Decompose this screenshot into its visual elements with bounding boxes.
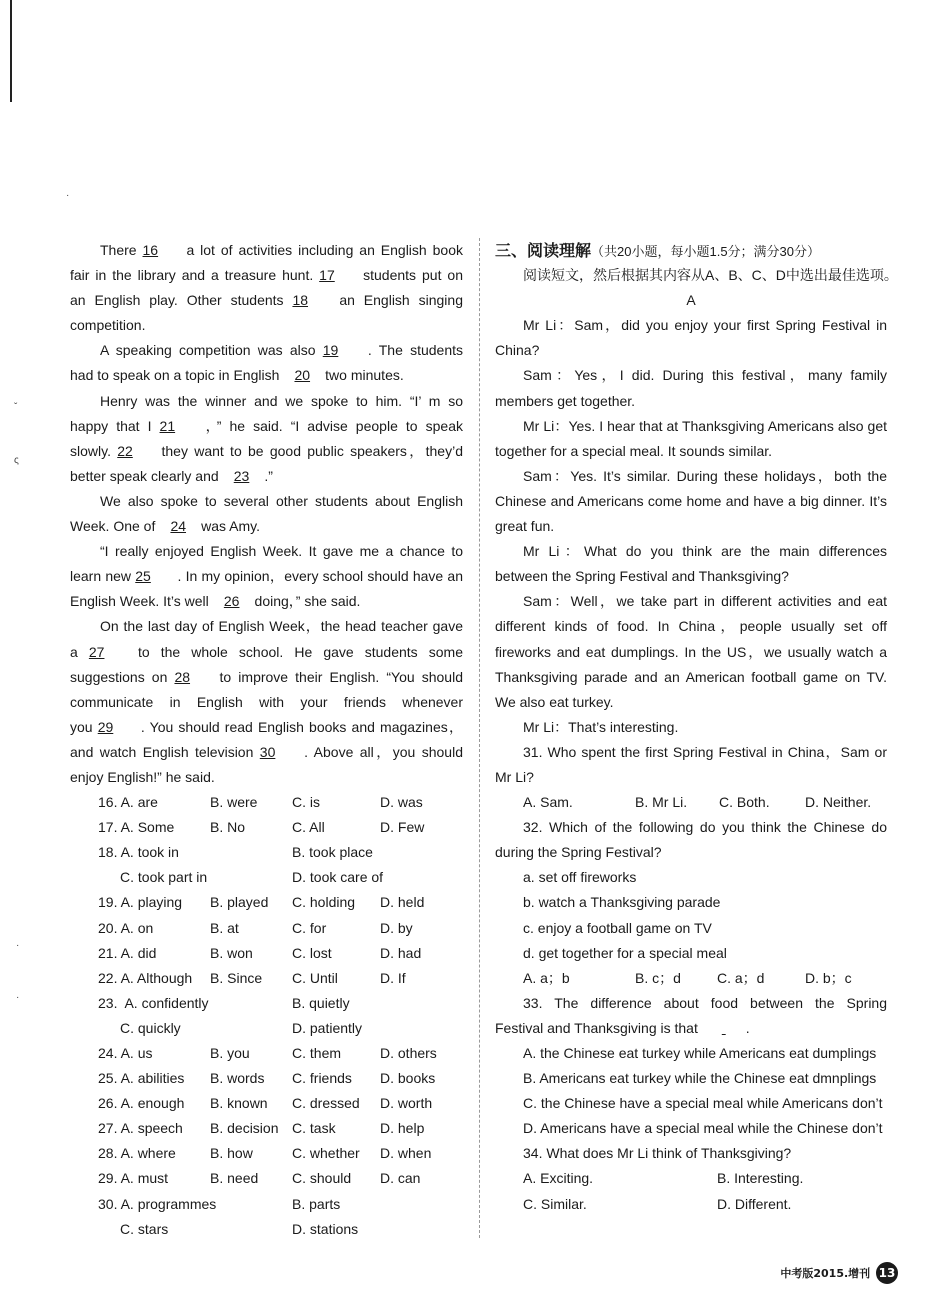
option: C. Both. — [719, 794, 770, 811]
option: D. b；c — [805, 969, 852, 986]
question-text: during the Spring Festival? — [495, 844, 662, 861]
scan-speck: · — [16, 940, 20, 951]
numbered-blank: 29 — [97, 718, 114, 735]
page-number: 13 — [876, 1262, 898, 1284]
section-heading — [495, 238, 887, 263]
numbered-blank: 23 — [233, 467, 250, 484]
question-text: 31. Who spent the first Spring Festival in China，Sam or — [523, 743, 887, 760]
instruction: 阅读短文，然后根据其内容从A、B、C、D中选出最佳选项。 — [523, 267, 898, 284]
dialogue-line: together for a special meal. It sounds similar. — [495, 442, 773, 459]
text-run: . You should read English books and magazines， — [135, 718, 463, 735]
text-run: learn new — [70, 568, 136, 585]
numbered-blank: 22 — [117, 442, 133, 459]
dialogue-line: Sam：Well，we take part in different activities and eat — [523, 593, 887, 610]
passage-line — [70, 589, 463, 614]
option: B. decision — [210, 1120, 279, 1137]
option: 16. A. are — [98, 794, 158, 811]
text-run: and watch English television — [70, 743, 260, 760]
text-run: was Amy. — [197, 518, 260, 535]
option: 17. A. Some — [98, 819, 175, 836]
passage-line — [70, 665, 463, 690]
passage-line — [70, 288, 463, 313]
scan-speck: ˇ — [14, 402, 18, 413]
option: A. the Chinese eat turkey while Americans eat dumplings — [523, 1045, 877, 1061]
section-note: （共20小题，每小题1.5分；满分30分） — [591, 244, 821, 259]
option: 30. A. programmes — [98, 1195, 217, 1212]
option: C. quickly — [120, 1019, 181, 1036]
text-run: better speak clearly and — [70, 467, 223, 484]
passage-line — [70, 238, 463, 263]
option: D. Neither. — [805, 794, 872, 811]
option: D. If — [380, 969, 406, 986]
option: A. a；b — [523, 969, 570, 986]
option: B. quietly — [292, 994, 350, 1011]
option: C. for — [292, 919, 327, 936]
dialogue-line: China? — [495, 342, 540, 359]
numbered-blank: 27 — [88, 643, 105, 660]
option: C. should — [292, 1170, 352, 1187]
option: C. is — [292, 794, 320, 811]
dialogue-line: members get together. — [495, 392, 636, 409]
option-row — [70, 1041, 463, 1066]
cloze-passage — [70, 238, 463, 790]
option-row — [70, 1066, 463, 1091]
numbered-blank: 17 — [319, 267, 335, 284]
text-run: students put on — [357, 267, 463, 284]
option-row — [70, 966, 463, 991]
option: 21. A. did — [98, 944, 157, 961]
passage-line — [70, 765, 463, 790]
option: 27. A. speech — [98, 1120, 183, 1137]
question-text: Mr Li? — [495, 768, 534, 785]
option-row — [70, 916, 463, 941]
dialogue-line: great fun. — [495, 518, 555, 535]
question-text: 32. Which of the following do you think the Chinese do — [523, 819, 887, 836]
passage-line — [70, 263, 463, 288]
passage-line — [70, 564, 463, 589]
option-row — [70, 890, 463, 915]
list-item: c. enjoy a football game on TV — [523, 919, 712, 936]
option: 26. A. enough — [98, 1095, 185, 1112]
option: C. a；d — [717, 969, 765, 986]
text-run: We also spoke to several other students about English — [100, 492, 463, 509]
numbered-blank: 25 — [135, 568, 151, 585]
numbered-blank: 26 — [223, 593, 240, 610]
text-run: .” — [260, 467, 273, 484]
option: C. All — [292, 819, 325, 836]
passage-line — [70, 715, 463, 740]
option: C. task — [292, 1120, 336, 1137]
option: B. Interesting. — [717, 1170, 804, 1187]
option-row — [70, 1217, 463, 1242]
text-run: happy that I — [70, 417, 160, 434]
text-run: they want to be good public speakers，they’d — [155, 442, 463, 459]
option: D. others — [380, 1045, 437, 1061]
passage-line — [70, 363, 463, 388]
text-run: an English play. Other students — [70, 292, 293, 309]
dialogue-line: Mr Li：What do you think are the main differences — [523, 543, 887, 560]
text-run: . The students — [360, 342, 463, 359]
text-run: suggestions on — [70, 668, 175, 685]
option-row — [70, 941, 463, 966]
passage-line — [70, 640, 463, 665]
passage-line — [70, 313, 463, 338]
option-row — [70, 1192, 463, 1217]
option: B. how — [210, 1145, 253, 1162]
option: C. took part in — [120, 869, 208, 886]
text-run: There — [100, 242, 143, 258]
text-run: . Above all，you should — [297, 743, 463, 760]
question-31 — [495, 740, 887, 815]
passage-line — [70, 389, 463, 414]
passage-line — [70, 740, 463, 765]
option: D. when — [380, 1145, 432, 1162]
option: B. took place — [292, 844, 373, 861]
passage-line — [70, 414, 463, 439]
text-run: On the last day of English Week，the head teacher gave — [100, 618, 463, 635]
passage-line — [70, 338, 463, 363]
option: 24. A. us — [98, 1045, 153, 1061]
list-item: b. watch a Thanksgiving parade — [523, 894, 721, 911]
option-row — [70, 865, 463, 890]
passage-line — [70, 690, 463, 715]
option: D. took care of — [292, 869, 384, 886]
dialogue-line: Sam：Yes，I did. During this festival，many family — [523, 367, 887, 384]
option-row — [70, 790, 463, 815]
passage-line — [70, 614, 463, 639]
option: D. Americans have a special meal while the Chinese don’t — [523, 1120, 883, 1137]
dialogue-line: Mr Li：That’s interesting. — [523, 718, 679, 735]
option: D. had — [380, 944, 422, 961]
numbered-blank: 24 — [170, 518, 187, 535]
option: B. known — [210, 1095, 268, 1112]
option-row — [70, 1116, 463, 1141]
question-33 — [495, 991, 887, 1142]
option-row — [70, 1166, 463, 1191]
text-run: doing，” she said. — [250, 593, 361, 610]
passage-line — [70, 539, 463, 564]
option-row — [70, 815, 463, 840]
text-run: fair in the library and a treasure hunt. — [70, 267, 320, 284]
scan-speck: · — [66, 190, 70, 201]
option: 28. A. where — [98, 1145, 176, 1162]
text-run: had to speak on a topic in English — [70, 367, 284, 384]
question-34 — [495, 1141, 887, 1216]
list-item: d. get together for a special meal — [523, 944, 727, 961]
option: C. lost — [292, 944, 332, 961]
text-run: ，” he said. “I advise people to speak — [197, 417, 463, 434]
numbered-blank: 18 — [292, 292, 309, 309]
issue-label: 中考版2015.增刊 — [780, 1267, 871, 1280]
option: B. Since — [210, 969, 263, 986]
option: C. stars — [120, 1220, 169, 1237]
option: 25. A. abilities — [98, 1070, 185, 1087]
dialogue-line: Chinese and Americans come home and have a big dinner. It’s — [495, 492, 887, 509]
answer-options — [495, 966, 887, 991]
dialogue — [495, 313, 887, 740]
option: D. Different. — [717, 1195, 792, 1212]
option: B. Americans eat turkey while the Chinese eat dmnplings — [523, 1070, 877, 1087]
passage-line — [70, 514, 463, 539]
text-run: communicate in English with your friends whenever — [70, 693, 463, 710]
option: C. Until — [292, 969, 338, 986]
dialogue-line: Sam：Yes. It’s similar. During these holidays，both the — [523, 467, 887, 484]
option: 29. A. must — [98, 1170, 169, 1187]
option: B. you — [210, 1045, 250, 1061]
option: A. Exciting. — [523, 1170, 594, 1187]
text-run: English Week. It’s well — [70, 593, 213, 610]
passage-line — [70, 489, 463, 514]
list-item: a. set off fireworks — [523, 869, 637, 886]
answer-blank — [702, 1016, 746, 1041]
option: D. help — [380, 1120, 425, 1137]
passage-label: A — [686, 292, 696, 309]
passage-line — [70, 439, 463, 464]
scan-speck: · — [16, 992, 20, 1003]
option: 19. A. playing — [98, 894, 183, 911]
option: D. can — [380, 1170, 421, 1187]
section-title: 三、阅读理解 — [495, 241, 592, 260]
option: D. held — [380, 894, 425, 911]
answer-options — [495, 1166, 887, 1191]
numbered-blank: 16 — [142, 242, 159, 258]
text-run: a — [70, 643, 89, 660]
numbered-blank: 30 — [259, 743, 276, 760]
option: D. books — [380, 1070, 436, 1087]
dialogue-line: different kinds of food. In China，people usually set off — [495, 618, 887, 635]
column-divider — [479, 238, 480, 1238]
dialogue-line: We also eat turkey. — [495, 693, 614, 710]
dialogue-line: Mr Li：Yes. I hear that at Thanksgiving Americans also get — [523, 417, 887, 434]
question-text-part: . — [745, 1019, 750, 1036]
option: D. patiently — [292, 1019, 363, 1036]
option: B. at — [210, 919, 239, 936]
option: B. played — [210, 894, 269, 911]
binding-bar — [10, 0, 12, 102]
option: C. them — [292, 1045, 342, 1061]
question-text: 33. The difference about food between the Spring — [523, 994, 887, 1011]
option: C. the Chinese have a special meal while Americans don’t — [523, 1095, 883, 1112]
option-row — [70, 840, 463, 865]
dialogue-line: Mr Li：Sam，did you enjoy your first Spring Festival in — [523, 317, 887, 334]
option: D. by — [380, 919, 413, 936]
text-run: two minutes. — [321, 367, 404, 384]
option: D. was — [380, 794, 423, 811]
option: C. whether — [292, 1145, 360, 1162]
cloze-options — [70, 790, 463, 1242]
cloze-column — [70, 238, 463, 1242]
text-run: an English singing — [330, 292, 463, 309]
option: D. stations — [292, 1220, 359, 1237]
text-run: Week. One of — [70, 518, 160, 535]
answer-options — [495, 790, 887, 815]
option: D. worth — [380, 1095, 433, 1112]
text-run: Henry was the winner and we spoke to him. “I’ m so — [100, 392, 463, 409]
dialogue-line: fireworks and eat dumplings. In the US，we usually watch a — [495, 643, 887, 660]
option: B. were — [210, 794, 258, 811]
numbered-blank: 19 — [322, 342, 339, 359]
text-run: slowly. — [70, 442, 118, 459]
text-run: A speaking competition was also — [100, 342, 323, 359]
question-text-part: Festival and Thanksgiving is that — [495, 1019, 702, 1036]
option: D. Few — [380, 819, 425, 836]
option: C. friends — [292, 1070, 352, 1087]
option-row — [70, 1091, 463, 1116]
page-footer — [780, 1262, 898, 1284]
answer-options — [495, 1192, 887, 1217]
option: 20. A. on — [98, 919, 154, 936]
text-run: . In my opinion，every school should have an — [173, 568, 463, 585]
text-run: to improve their English. “You should — [212, 668, 463, 685]
option: B. No — [210, 819, 246, 836]
option: 23. A. confidently — [98, 994, 209, 1011]
option: B. c；d — [635, 969, 681, 986]
text-run: a lot of activities including an English book — [180, 242, 463, 258]
option: 18. A. took in — [98, 844, 179, 861]
option: C. Similar. — [523, 1195, 587, 1212]
text-run: to the whole school. He gave students some — [126, 643, 463, 660]
dialogue-line: between the Spring Festival and Thanksgiving? — [495, 568, 789, 585]
text-run: competition. — [70, 317, 146, 334]
text-run: enjoy English!” he said. — [70, 768, 215, 785]
reading-column — [495, 238, 898, 1217]
option: B. parts — [292, 1195, 341, 1212]
option-row — [70, 1141, 463, 1166]
option: B. need — [210, 1170, 259, 1187]
question-text: 34. What does Mr Li think of Thanksgiving? — [523, 1145, 792, 1162]
text-run: “I really enjoyed English Week. It gave me a chance to — [100, 543, 463, 560]
option: B. words — [210, 1070, 265, 1087]
option: B. Mr Li. — [635, 794, 688, 811]
option: 22. A. Although — [98, 969, 193, 986]
option: A. Sam. — [523, 794, 573, 811]
option-row — [70, 1016, 463, 1041]
option: C. holding — [292, 894, 356, 911]
question-text — [495, 1016, 887, 1041]
text-run: you — [70, 718, 98, 735]
option-row — [70, 991, 463, 1016]
dialogue-line: Thanksgiving parade and an American football game on TV. — [495, 668, 887, 685]
option: B. won — [210, 944, 253, 961]
scan-speck: ς — [14, 455, 19, 466]
option: C. dressed — [292, 1095, 360, 1112]
question-32 — [495, 815, 887, 991]
numbered-blank: 28 — [174, 668, 191, 685]
numbered-blank: 20 — [294, 367, 311, 384]
numbered-blank: 21 — [159, 417, 176, 434]
passage-line — [70, 464, 463, 489]
